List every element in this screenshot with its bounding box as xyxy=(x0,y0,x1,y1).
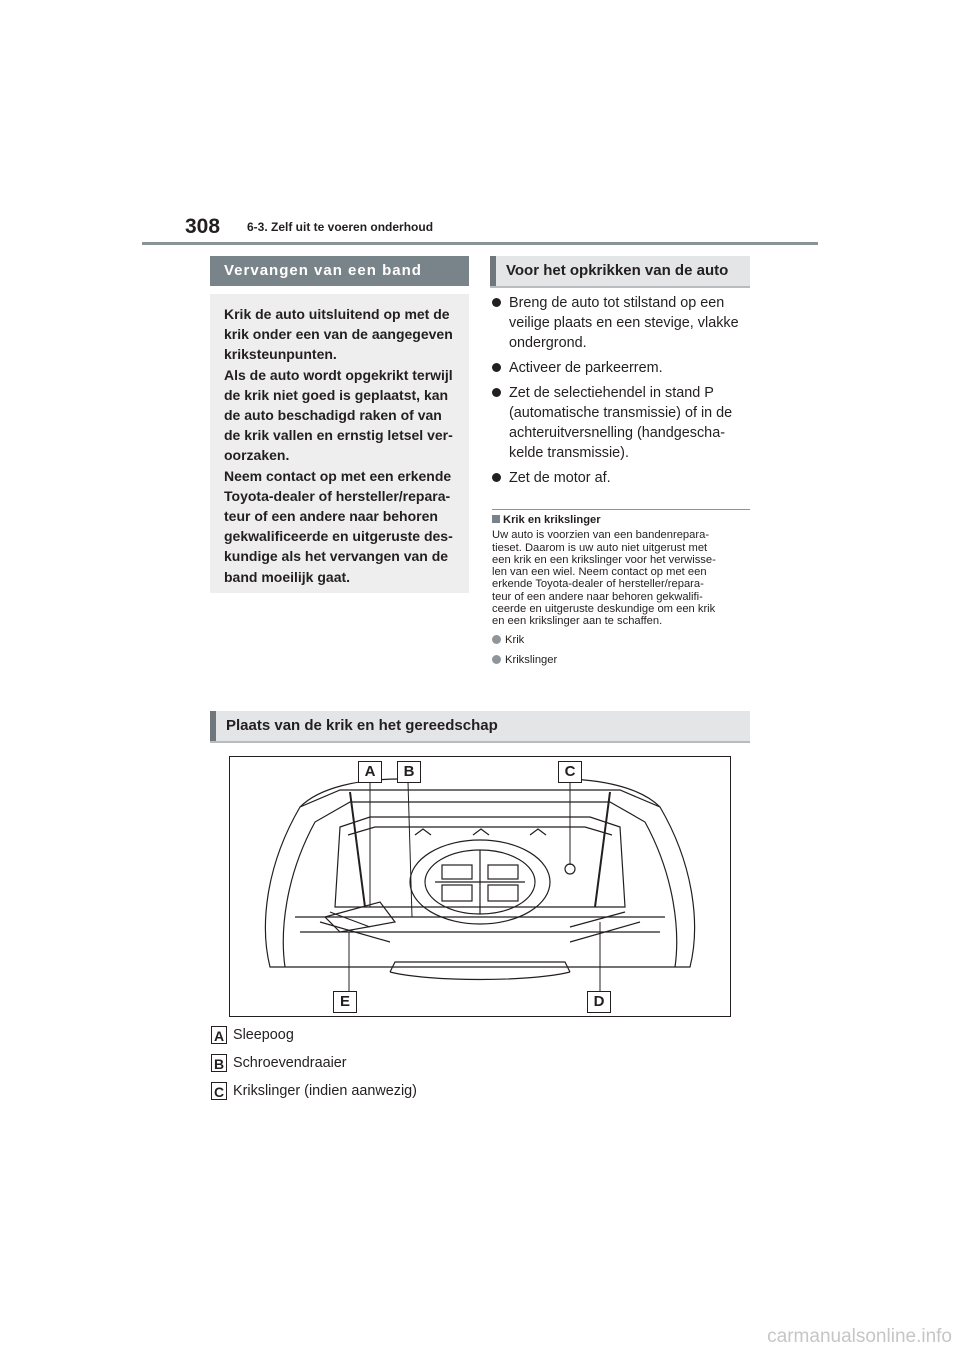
legend-badge: A xyxy=(211,1026,227,1044)
legend-text: Krikslinger (indien aanwezig) xyxy=(233,1083,417,1099)
legend-text: Sleepoog xyxy=(233,1027,294,1043)
jack-body-line: len van een wiel. Neem contact op met een xyxy=(492,566,707,579)
bullet-item xyxy=(492,293,754,353)
warning-line: Toyota-dealer of hersteller/repara- xyxy=(224,487,451,504)
warning-line: kriksteunpunten. xyxy=(224,346,337,363)
jack-body-line: erkende Toyota-dealer of hersteller/repara- xyxy=(492,578,704,591)
header-rule xyxy=(142,242,818,245)
square-bullet-icon xyxy=(492,515,500,523)
bullet-line: Activeer de parkeerrem. xyxy=(509,360,663,376)
bullet-line: kelde transmissie). xyxy=(509,445,629,461)
jack-heading-text: Krik en krikslinger xyxy=(503,514,601,526)
bullet-line: (automatische transmissie) of in de xyxy=(509,405,733,421)
jack-body-line: ceerde en uitgeruste deskundige om een krik xyxy=(492,603,716,616)
jack-info xyxy=(492,514,754,674)
jack-body-line: teur of een andere naar behoren gekwalifi- xyxy=(492,590,703,603)
section-title-tire-change: Vervangen van een band xyxy=(210,256,469,286)
callout-d: D xyxy=(587,991,611,1013)
watermark: carmanualsonline.info xyxy=(767,1326,952,1347)
warning-box xyxy=(210,294,469,593)
callout-c: C xyxy=(558,761,582,783)
legend-badge: B xyxy=(211,1054,227,1072)
bullet-line: veilige plaats en een stevige, vlakke xyxy=(509,315,739,331)
jack-item xyxy=(492,654,754,666)
warning-line: gekwalificeerde en uitgeruste des- xyxy=(224,528,453,545)
warning-line: de auto beschadigd raken of van xyxy=(224,407,442,424)
warning-line: band moeilijk gaat. xyxy=(224,568,351,585)
section-title-tool-location: Plaats van de krik en het gereedschap xyxy=(210,711,750,741)
jack-body xyxy=(492,529,754,627)
bullet-item xyxy=(492,358,754,378)
divider xyxy=(492,509,750,510)
warning-line: krik onder een van de aangegeven xyxy=(224,326,453,343)
warning-line: kundige als het vervangen van de xyxy=(224,548,449,565)
preparation-bullets xyxy=(492,293,754,493)
circle-bullet-icon xyxy=(492,655,501,664)
jack-body-line: tieset. Daarom is uw auto niet uitgerust met xyxy=(492,541,708,554)
jack-body-line: een krik en een krikslinger voor het verwisse- xyxy=(492,553,716,566)
warning-line: oorzaken. xyxy=(224,447,290,464)
trunk-drawing xyxy=(230,757,730,1016)
bullet-line: ondergrond. xyxy=(509,335,587,351)
jack-body-line: en een krikslinger aan te schaffen. xyxy=(492,615,663,628)
callout-e: E xyxy=(333,991,357,1013)
jack-item-text: Krikslinger xyxy=(505,653,558,666)
warning-line: Krik de auto uitsluitend op met de xyxy=(224,306,450,322)
bullet-line: Zet de motor af. xyxy=(509,470,611,486)
chapter-title: 6-3. Zelf uit te voeren onderhoud xyxy=(247,220,434,234)
section-title-before-jacking: Voor het opkrikken van de auto xyxy=(490,256,750,286)
bullet-line: Zet de selectiehendel in stand P xyxy=(509,385,714,401)
circle-bullet-icon xyxy=(492,635,501,644)
warning-line: Als de auto wordt opgekrikt terwijl xyxy=(224,366,453,383)
jack-heading xyxy=(492,514,754,526)
callout-a: A xyxy=(358,761,382,783)
jack-item xyxy=(492,634,754,646)
page-number: 308 xyxy=(185,215,221,238)
bullet-item xyxy=(492,468,754,488)
section-underline xyxy=(210,741,750,743)
warning-line: de krik niet goed is geplaatst, kan xyxy=(224,386,449,403)
bullet-line: Breng de auto tot stilstand op een xyxy=(509,295,725,311)
legend-badge: C xyxy=(211,1082,227,1100)
warning-line: de krik vallen en ernstig letsel ver- xyxy=(224,427,453,444)
section-underline xyxy=(490,286,750,288)
bullet-line: achteruitversnelling (handgescha- xyxy=(509,425,725,441)
callout-b: B xyxy=(397,761,421,783)
bullet-item xyxy=(492,383,754,463)
jack-body-line: Uw auto is voorzien van een bandenrepara- xyxy=(492,529,710,542)
warning-line: teur of een andere naar behoren xyxy=(224,508,438,525)
jack-item-text: Krik xyxy=(505,633,525,646)
trunk-illustration xyxy=(229,756,731,1017)
legend-text: Schroevendraaier xyxy=(233,1055,347,1071)
warning-line: Neem contact op met een erkende xyxy=(224,467,452,484)
